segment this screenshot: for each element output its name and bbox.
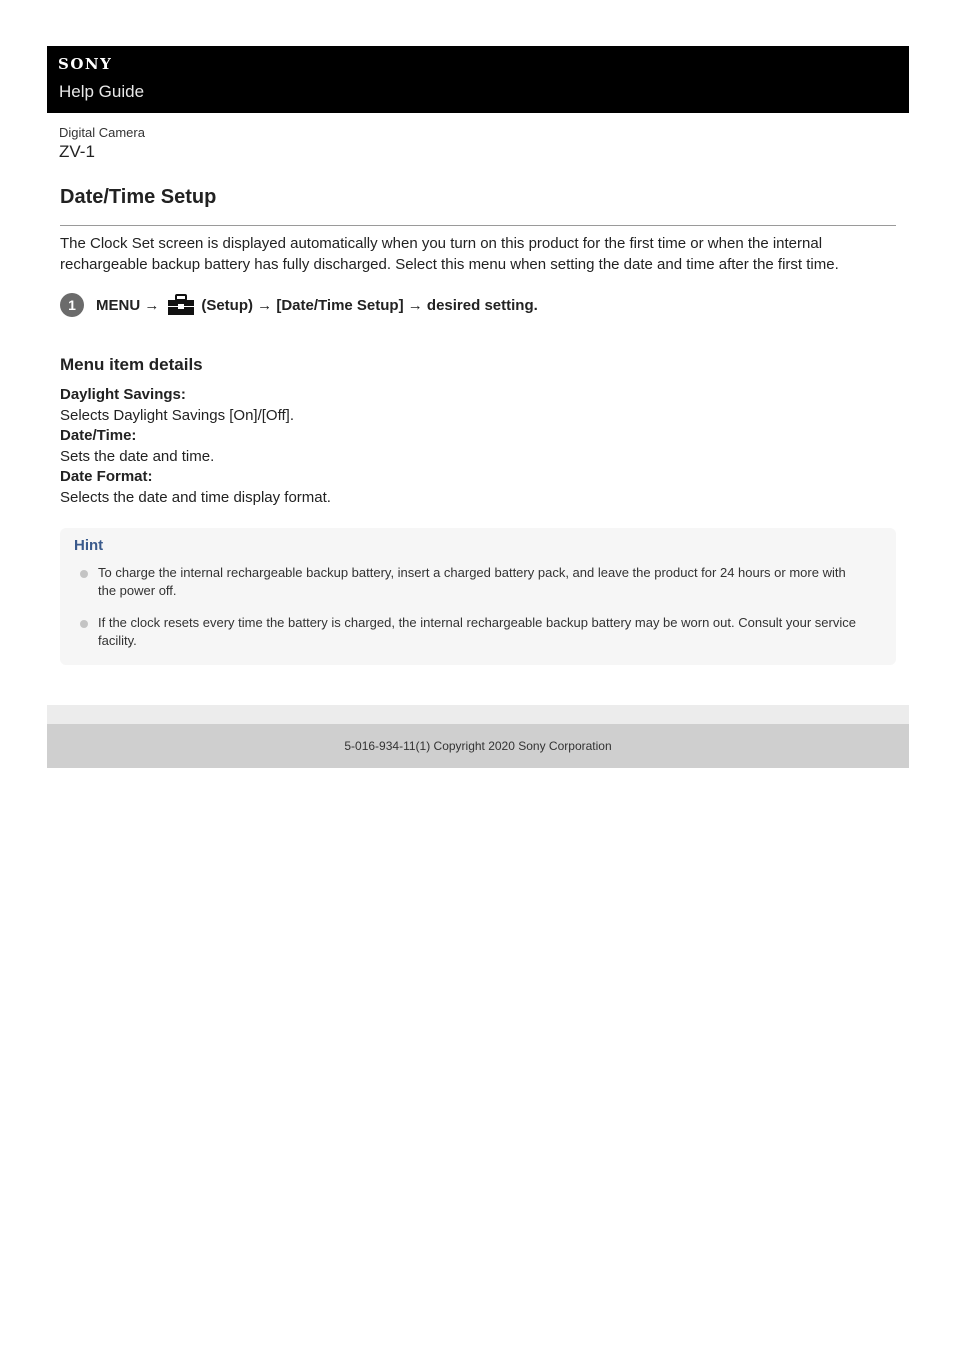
hint-title: Hint [74,537,104,554]
page-title: Date/Time Setup [60,186,217,208]
header-bar [47,46,909,113]
hint-text: If the clock resets every time the battery is charged, the internal rechargeable backup battery may be worn out. Consult your service facility. [98,615,856,648]
detail-desc-daylight-savings: Selects Daylight Savings [On]/[Off]. [60,406,294,424]
intro-paragraph: The Clock Set screen is displayed automatically when you turn on this product for the first time or when the internal rechargeable backup battery has fully discharged. Select this menu when setting the date and time after the first time. [60,235,839,273]
help-guide-title[interactable]: Help Guide [59,82,145,101]
detail-term-daylight-savings: Daylight Savings: [60,386,186,403]
step-number-badge: 1 [60,293,84,317]
product-category: Digital Camera [59,125,145,140]
detail-desc-date-time: Sets the date and time. [60,447,215,465]
step-instruction [96,294,538,316]
hint-item [74,614,864,650]
hint-box [60,528,896,665]
footer-top-band [47,705,909,724]
step-prefix: MENU → [96,296,160,314]
bullet-icon [80,570,88,578]
menu-item-details [60,385,896,508]
bullet-icon [80,620,88,628]
menu-item-details-title: Menu item details [60,355,203,374]
toolbox-icon [167,294,195,316]
detail-desc-date-format: Selects the date and time display format. [60,488,331,506]
product-model: ZV-1 [59,142,95,161]
hint-text: To charge the internal rechargeable backup battery, insert a charged battery pack, and leave the product for 24 hours or more with the power off. [98,565,846,598]
title-divider [60,225,896,226]
copyright-text: 5-016-934-11(1) Copyright 2020 Sony Corporation [344,739,612,753]
detail-term-date-format: Date Format: [60,468,153,485]
detail-term-date-time: Date/Time: [60,427,137,444]
step-1 [60,292,538,318]
footer [47,724,909,768]
brand-logo: SONY [58,55,113,73]
step-suffix: (Setup) → [Date/Time Setup] → desired setting. [201,296,538,314]
hint-item [74,564,864,600]
